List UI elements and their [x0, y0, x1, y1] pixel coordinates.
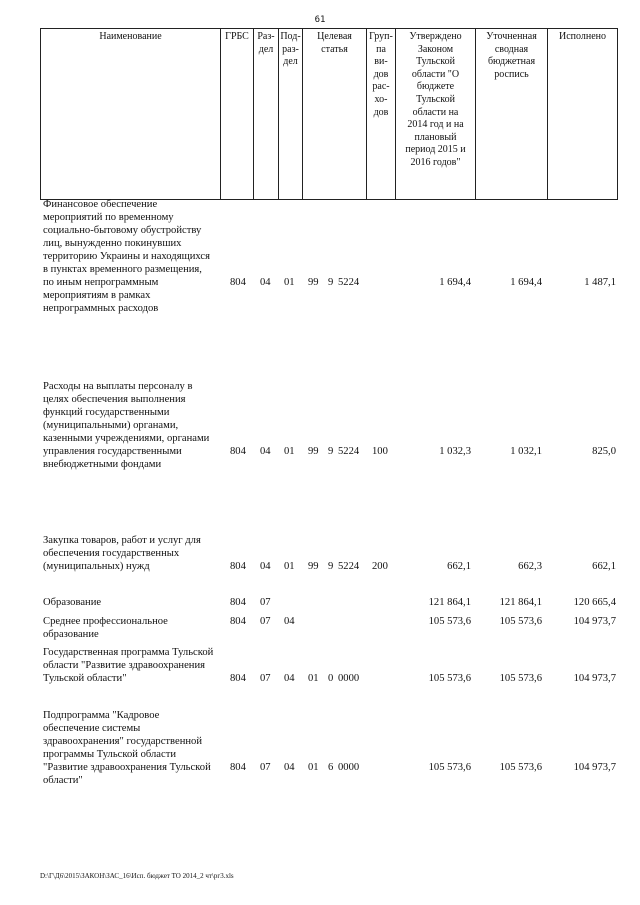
- row-cs2: 9: [328, 561, 334, 572]
- row-executed-amount: 120 665,4: [573, 597, 616, 608]
- row-approved-amount: 1 032,3: [439, 446, 471, 457]
- row-name: Финансовое обеспечение мероприятий по временному социально-бытовому обустройству лиц, вынужденно покинувших территорию Украины и находящихся в пунктах временного размещения, по иным непрограммным мероприятиям в рамках непрограммных расходов: [43, 199, 210, 314]
- row-cs1: 01: [308, 762, 319, 773]
- row-executed-amount: 104 973,7: [573, 616, 616, 627]
- row-approved-amount: 105 573,6: [428, 616, 471, 627]
- row-refined-amount: 1 032,1: [510, 446, 542, 457]
- header-podrazdel: Под- раз- дел: [278, 29, 302, 199]
- row-executed-amount: 104 973,7: [573, 673, 616, 684]
- row-cs1: 01: [308, 673, 319, 684]
- header-executed: Исполнено: [547, 29, 618, 199]
- row-refined-amount: 121 864,1: [499, 597, 542, 608]
- row-refined-amount: 662,3: [518, 561, 542, 572]
- row-podrazdel: 01: [284, 561, 295, 572]
- header-razdel: Раз- дел: [253, 29, 278, 199]
- row-podrazdel: 04: [284, 673, 295, 684]
- row-name: Закупка товаров, работ и услуг для обеспечения государственных (муниципальных) нужд: [43, 535, 201, 572]
- header-approved: Утверждено Законом Тульской области "О бюджете Тульской области на 2014 год и на плановый период 2015 и 2016 годов": [395, 29, 475, 199]
- row-cs2: 6: [328, 762, 334, 773]
- row-podrazdel: 01: [284, 277, 295, 288]
- row-approved-amount: 121 864,1: [428, 597, 471, 608]
- header-refined: Уточненная сводная бюджетная роспись: [475, 29, 547, 199]
- row-cs1: 99: [308, 561, 319, 572]
- row-refined-amount: 1 694,4: [510, 277, 542, 288]
- row-razdel: 04: [260, 561, 271, 572]
- row-grbs: 804: [230, 616, 246, 627]
- row-refined-amount: 105 573,6: [499, 762, 542, 773]
- table-header: [40, 28, 618, 200]
- row-razdel: 04: [260, 446, 271, 457]
- row-name: Среднее профессиональное образование: [43, 616, 168, 640]
- row-cs2: 0: [328, 673, 334, 684]
- row-group: 200: [372, 561, 388, 572]
- row-grbs: 804: [230, 561, 246, 572]
- budget-table: [40, 28, 618, 786]
- row-executed-amount: 825,0: [592, 446, 616, 457]
- header-name: Наименование: [40, 29, 220, 199]
- row-razdel: 07: [260, 762, 271, 773]
- row-approved-amount: 105 573,6: [428, 762, 471, 773]
- row-name: Образование: [43, 597, 102, 608]
- file-path-footer: D:\Г\Д6\2015\ЗАКОН\ЗАС_16\Исп. бюджет ТО 2014_2 чт\рг3.xls: [40, 872, 234, 880]
- row-grbs: 804: [230, 446, 246, 457]
- row-grbs: 804: [230, 762, 246, 773]
- header-target-article: Целевая статья: [302, 29, 366, 199]
- page-number: 61: [314, 15, 326, 25]
- row-approved-amount: 662,1: [447, 561, 471, 572]
- row-cs2: 9: [328, 277, 334, 288]
- row-executed-amount: 1 487,1: [584, 277, 616, 288]
- row-refined-amount: 105 573,6: [499, 673, 542, 684]
- row-group: 100: [372, 446, 388, 457]
- row-podrazdel: 04: [284, 616, 295, 627]
- row-razdel: 07: [260, 673, 271, 684]
- row-cs3: 5224: [338, 561, 360, 572]
- row-cs3: 0000: [338, 762, 360, 773]
- row-cs3: 0000: [338, 673, 360, 684]
- row-executed-amount: 662,1: [592, 561, 616, 572]
- row-cs1: 99: [308, 277, 319, 288]
- row-executed-amount: 104 973,7: [573, 762, 616, 773]
- row-grbs: 804: [230, 673, 246, 684]
- row-podrazdel: 04: [284, 762, 295, 773]
- row-grbs: 804: [230, 597, 246, 608]
- header-expense-group: Груп- па ви- дов рас- хо- дов: [366, 29, 395, 199]
- row-razdel: 07: [260, 616, 271, 627]
- header-grbs: ГРБС: [220, 29, 253, 199]
- row-name: Расходы на выплаты персоналу в целях обеспечения выполнения функций государственными (муниципальными) органами, казенными учреждениями, органами управления государственными внебюджетными фондами: [43, 381, 210, 470]
- row-name: Подпрограмма "Кадровое обеспечение системы здравоохранения" государственной программы Тульской области "Развитие здравоохранения Тульской области": [43, 710, 211, 786]
- row-approved-amount: 1 694,4: [439, 277, 471, 288]
- row-cs2: 9: [328, 446, 334, 457]
- row-approved-amount: 105 573,6: [428, 673, 471, 684]
- row-refined-amount: 105 573,6: [499, 616, 542, 627]
- row-cs3: 5224: [338, 446, 360, 457]
- row-name: Государственная программа Тульской области "Развитие здравоохранения Тульской области": [43, 647, 214, 684]
- row-podrazdel: 01: [284, 446, 295, 457]
- row-cs3: 5224: [338, 277, 360, 288]
- row-cs1: 99: [308, 446, 319, 457]
- row-grbs: 804: [230, 277, 246, 288]
- row-razdel: 04: [260, 277, 271, 288]
- row-razdel: 07: [260, 597, 271, 608]
